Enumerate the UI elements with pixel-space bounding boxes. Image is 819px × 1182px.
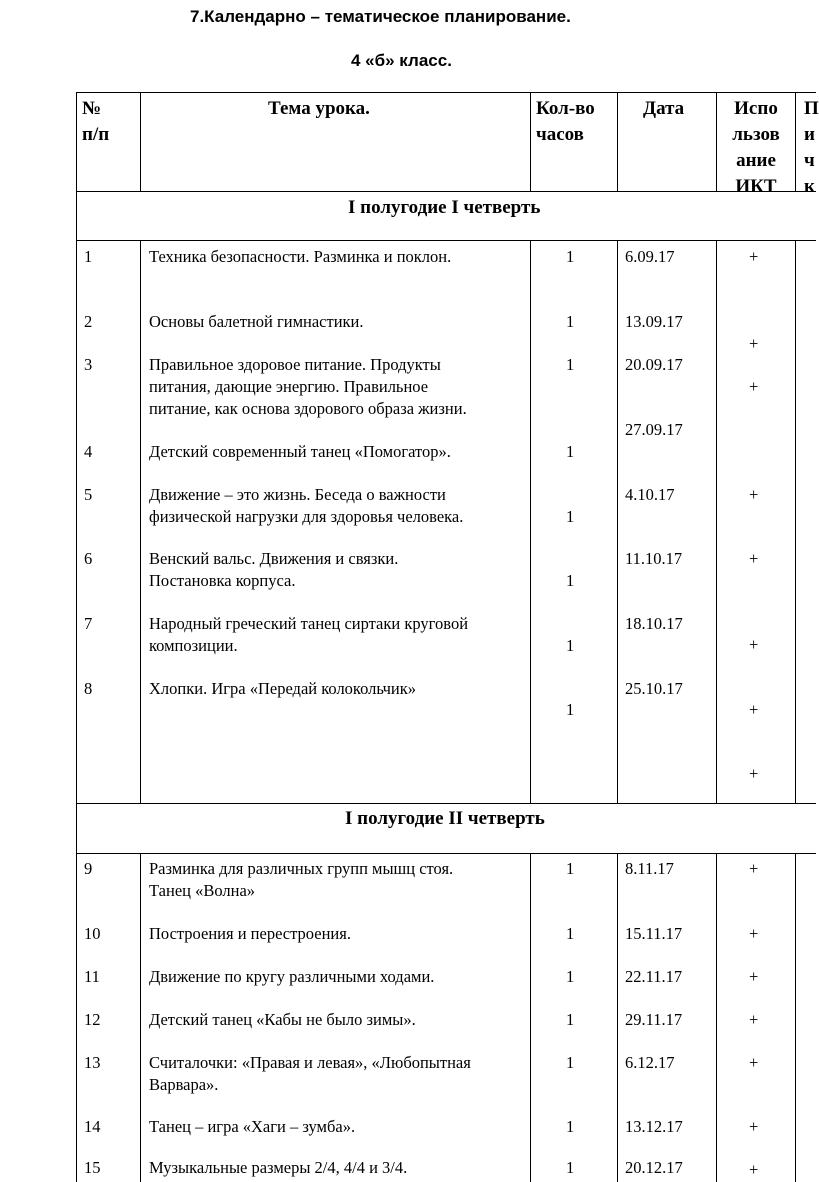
row-number: 14 (84, 1117, 101, 1136)
row-hours: 1 (566, 1010, 575, 1029)
row-hours: 1 (566, 700, 575, 719)
ikt-mark: + (749, 377, 759, 396)
row-hours: 1 (566, 312, 575, 331)
row-topic: Построения и перестроения. (149, 924, 351, 943)
row-date: 8.11.17 (625, 859, 674, 878)
ikt-mark: + (749, 859, 759, 878)
header-topic: Тема урока. (268, 98, 370, 119)
row-hours: 1 (566, 571, 575, 590)
row-topic: Правильное здоровое питание. Продукты питания, дающие энергию. Правильное питание, как основа здорового образа жизни. (149, 355, 467, 418)
row-date: 18.10.17 (625, 614, 683, 633)
ikt-mark: + (749, 1117, 759, 1136)
table-border (716, 240, 717, 803)
table-border (530, 240, 531, 803)
row-date: 4.10.17 (625, 485, 675, 504)
row-number: 12 (84, 1010, 101, 1029)
table-border (76, 92, 816, 93)
row-topic: Народный греческий танец сиртаки круговой композиции. (149, 614, 469, 655)
row-topic: Венский вальс. Движения и связки. Постановка корпуса. (149, 549, 399, 590)
row-number: 5 (84, 485, 93, 504)
table-border (140, 853, 141, 1182)
header-extra: П и ч к (804, 98, 819, 197)
section-heading: I полугодие I четверть (348, 197, 541, 218)
row-topic: Движение – это жизнь. Беседа о важности физической нагрузки для здоровья человека. (149, 485, 464, 526)
ikt-mark: + (749, 967, 759, 986)
row-hours: 1 (566, 507, 575, 526)
table-border (617, 853, 618, 1182)
table-border (617, 240, 618, 803)
row-number: 2 (84, 312, 93, 331)
row-topic: Хлопки. Игра «Передай колокольчик» (149, 679, 417, 698)
row-topic: Разминка для различных групп мышц стоя. Танец «Волна» (149, 859, 454, 900)
row-number: 15 (84, 1158, 101, 1177)
table-border (716, 853, 717, 1182)
table-border (76, 92, 77, 1182)
ikt-mark: + (749, 764, 759, 783)
row-topic: Движение по кругу различными ходами. (149, 967, 435, 986)
table-border (76, 240, 816, 241)
ikt-mark: + (749, 924, 759, 943)
row-hours: 1 (566, 859, 575, 878)
row-topic: Детский танец «Кабы не было зимы». (149, 1010, 416, 1029)
row-hours: 1 (566, 636, 575, 655)
table-border (795, 92, 796, 191)
page-title: 7.Календарно – тематическое планирование. (190, 7, 571, 26)
row-topic: Техника безопасности. Разминка и поклон. (149, 247, 452, 266)
header-ikt: Испо льзов ание ИКТ (732, 98, 780, 197)
row-topic: Основы балетной гимнастики. (149, 312, 364, 331)
row-date: 22.11.17 (625, 967, 683, 986)
row-hours: 1 (566, 355, 575, 374)
ikt-mark: + (749, 247, 759, 266)
ikt-mark: + (749, 549, 759, 568)
ikt-mark: + (749, 485, 759, 504)
ikt-mark: + (749, 1010, 759, 1029)
row-hours: 1 (566, 1158, 575, 1177)
table-border (795, 853, 796, 1182)
header-hours: Кол-во часов (536, 98, 595, 145)
table-border (76, 853, 816, 854)
table-border (76, 191, 816, 192)
row-date: 29.11.17 (625, 1010, 683, 1029)
table-border (140, 92, 141, 191)
table-border (76, 803, 816, 804)
row-date: 6.09.17 (625, 247, 675, 266)
table-border (530, 92, 531, 191)
row-number: 1 (84, 247, 93, 266)
ikt-mark: + (749, 1053, 759, 1072)
row-date: 13.12.17 (625, 1117, 683, 1136)
row-topic: Музыкальные размеры 2/4, 4/4 и 3/4. (149, 1158, 408, 1177)
row-date: 11.10.17 (625, 549, 683, 568)
ikt-mark: + (749, 1160, 759, 1179)
table-border (530, 853, 531, 1182)
row-date: 13.09.17 (625, 312, 683, 331)
row-number: 6 (84, 549, 93, 568)
row-number: 4 (84, 442, 93, 461)
table-border (140, 240, 141, 803)
row-number: 9 (84, 859, 93, 878)
row-date: 20.12.17 (625, 1158, 683, 1177)
row-topic: Считалочки: «Правая и левая», «Любопытная Варвара». (149, 1053, 471, 1094)
ikt-mark: + (749, 635, 759, 654)
row-hours: 1 (566, 1117, 575, 1136)
row-number: 8 (84, 679, 93, 698)
row-number: 11 (84, 967, 100, 986)
row-number: 10 (84, 924, 101, 943)
row-hours: 1 (566, 1053, 575, 1072)
table-border (617, 92, 618, 191)
row-date: 27.09.17 (625, 420, 683, 439)
table-border (795, 240, 796, 803)
row-date: 15.11.17 (625, 924, 683, 943)
header-num: № п/п (82, 98, 110, 145)
section-heading: I полугодие II четверть (345, 808, 545, 829)
row-number: 7 (84, 614, 93, 633)
row-date: 25.10.17 (625, 679, 683, 698)
row-number: 13 (84, 1053, 101, 1072)
row-topic: Танец – игра «Хаги – зумба». (149, 1117, 356, 1136)
row-topic: Детский современный танец «Помогатор». (149, 442, 451, 461)
row-hours: 1 (566, 924, 575, 943)
row-number: 3 (84, 355, 93, 374)
row-hours: 1 (566, 247, 575, 266)
ikt-mark: + (749, 334, 759, 353)
row-date: 20.09.17 (625, 355, 683, 374)
class-subtitle: 4 «б» класс. (351, 51, 452, 70)
row-hours: 1 (566, 442, 575, 461)
row-hours: 1 (566, 967, 575, 986)
table-border (716, 92, 717, 191)
header-date: Дата (643, 98, 685, 119)
ikt-mark: + (749, 700, 759, 719)
row-date: 6.12.17 (625, 1053, 675, 1072)
